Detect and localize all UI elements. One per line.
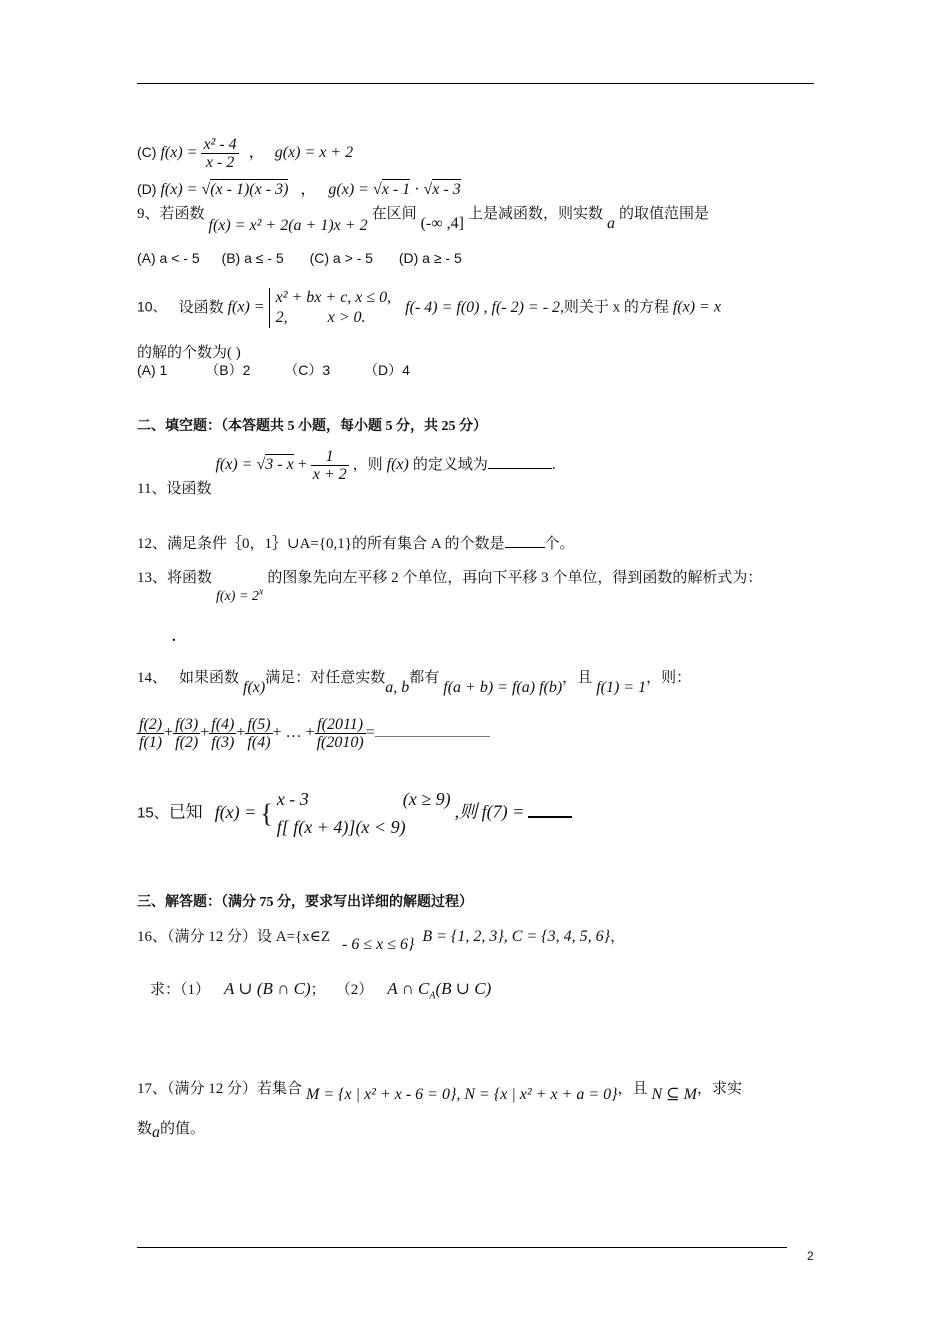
option-b: （B）2: [205, 362, 251, 378]
math-interval: (-∞ ,4]: [420, 215, 464, 232]
radicand: 3 - x: [265, 456, 294, 474]
question-17: [137, 1077, 742, 1103]
fraction-numerator: f(2): [139, 716, 163, 733]
punctuation: ；: [310, 982, 326, 998]
fraction-numerator: f(4): [211, 716, 235, 733]
option-a: (A) 1: [137, 362, 168, 378]
math-base: f(x) = 2: [216, 589, 259, 604]
math-f: f(x) =: [215, 456, 253, 474]
question-number: 10、: [137, 298, 167, 315]
answer-blank[interactable]: [528, 816, 572, 818]
question-text: ，且: [562, 670, 593, 686]
question-text: 个。: [544, 536, 575, 552]
plus-sign: +: [164, 724, 174, 742]
fraction-numerator: f(2011): [315, 716, 366, 734]
math-subset: N ⊆ M: [651, 1086, 697, 1103]
footer-rule: [137, 1247, 787, 1248]
sqrt-sign: √: [423, 181, 433, 198]
math-f: f(x) =: [160, 181, 198, 198]
question-text: 如果函数: [179, 670, 240, 686]
fraction: [245, 716, 272, 751]
question-text: 求：（1）: [150, 982, 211, 998]
fraction: [173, 716, 200, 751]
option-d: (D) a ≥ - 5: [398, 250, 462, 266]
question-text: （满分 12 分）若集合: [167, 1081, 303, 1097]
math-set-m: M = {x | x² + x - 6 = 0}: [306, 1086, 457, 1103]
section-heading: 二、填空题：（本答题共 5 小题，每小题 5 分，共 25 分）: [137, 419, 487, 434]
fraction-numerator: 1: [311, 448, 349, 466]
math-var: a: [607, 215, 615, 232]
question-text: ，则: [352, 457, 383, 474]
option-d-line: [137, 176, 461, 199]
question-text: 的取值范围是: [619, 206, 710, 222]
math-condition: - 6 ≤ x ≤ 6}: [342, 936, 415, 953]
option-d: （D）4: [364, 362, 410, 378]
piecewise-case: x - 3: [276, 789, 309, 809]
question-text: ，则：: [646, 670, 692, 686]
ellipsis: + … +: [272, 724, 315, 742]
header-rule: [137, 83, 814, 84]
dot: ·: [414, 181, 420, 198]
question-text: 上是减函数，则实数: [467, 206, 603, 222]
question-text: 已知: [168, 802, 203, 822]
fraction-denominator: f(2010): [316, 734, 364, 751]
question-number: 9、: [137, 206, 160, 222]
question-13: [137, 566, 763, 604]
option-label: (C): [137, 144, 157, 161]
math-equation: f(x) = x: [672, 298, 721, 316]
page-number: 2: [807, 1249, 814, 1263]
question-number: 15、: [137, 804, 169, 822]
question-text: 的解的个数为( ): [137, 345, 241, 361]
answer-blank[interactable]: [505, 547, 545, 548]
piecewise-case: 2, x > 0.: [275, 309, 366, 326]
question-14-sum: [137, 716, 490, 751]
fraction: [137, 716, 164, 751]
math-f: f(x) =: [160, 144, 198, 162]
option-c: (C) a > - 5: [309, 250, 373, 266]
fraction: [209, 716, 236, 751]
question-number: 11、: [137, 481, 167, 498]
question-14: [137, 666, 692, 696]
sqrt-sign: √: [256, 456, 266, 474]
math-expression: ,则 f(7) =: [454, 801, 525, 822]
radicand: x - 3: [432, 181, 461, 198]
sqrt-sign: √: [372, 181, 382, 198]
question-text: 在区间: [371, 206, 417, 222]
sqrt-sign: √: [201, 181, 211, 198]
question-text: 设函数: [166, 481, 212, 498]
option-c: （C）3: [284, 362, 331, 378]
question-text: 的值。: [160, 1121, 206, 1137]
question-15: [137, 786, 572, 842]
piecewise-condition: (x < 9): [355, 817, 406, 837]
question-9: [137, 202, 710, 234]
question-text: 的定义域为: [412, 457, 488, 474]
math-expression: f(x) = x² + 2(a + 1)x + 2: [208, 217, 368, 234]
question-text: ，求实: [696, 1081, 742, 1097]
piecewise-row: [277, 814, 451, 842]
plus-sign: +: [236, 724, 246, 742]
math-f: f(x) =: [214, 801, 257, 822]
fraction-denominator: x - 2: [205, 154, 235, 171]
section-heading: 三、解答题：（满分 75 分，要求写出详细的解题过程）: [137, 895, 473, 910]
math-condition: f(1) = 1: [596, 679, 647, 696]
math-exponent: x: [258, 586, 264, 598]
question-17-line2: [137, 1117, 206, 1141]
punctuation: ，: [610, 929, 626, 945]
equals-sign: =: [365, 724, 375, 742]
fraction-numerator: x² - 4: [203, 136, 237, 153]
math-expression: A ∪ (B ∩ C): [224, 979, 311, 998]
question-number: 14、: [137, 670, 168, 686]
piecewise: [277, 786, 451, 842]
math-part: A ∩ C: [387, 979, 430, 998]
question-text: ,则关于 x 的方程: [560, 299, 669, 316]
math-expression: [216, 586, 264, 604]
math-f: f(x) =: [227, 298, 265, 316]
question-number: 16、: [137, 929, 168, 945]
question-10-options: [137, 360, 410, 380]
punctuation: .: [551, 457, 556, 474]
math-part: (B ∪ C): [435, 979, 492, 998]
question-number: 17、: [137, 1081, 168, 1097]
math-f: f(x): [386, 456, 409, 474]
brace-icon: {: [260, 799, 273, 828]
question-text: 设函数: [178, 299, 224, 316]
option-label: (D): [137, 181, 157, 197]
fraction-numerator: f(5): [247, 716, 271, 733]
separator: ，: [300, 181, 317, 198]
math-vars: a, b: [385, 679, 410, 696]
piecewise-case: x² + bx + c, x ≤ 0,: [275, 289, 392, 306]
math-equation: f(a + b) = f(a) f(b): [443, 679, 563, 696]
fraction: [311, 448, 349, 483]
question-number: 13、: [137, 570, 168, 586]
math-set-c: , C = {3, 4, 5, 6}: [503, 928, 611, 945]
fraction-denominator: x + 2: [312, 466, 347, 483]
fraction-denominator: f(4): [247, 734, 271, 751]
question-text: （满分 12 分）设 A={x∈Z: [167, 929, 331, 945]
math-set-n: , N = {x | x² + x + a = 0}: [456, 1086, 618, 1103]
question-text: 数: [137, 1121, 153, 1137]
math-f: f(x): [243, 679, 266, 696]
fraction-numerator: f(3): [175, 716, 199, 733]
math-g: g(x) = x + 2: [274, 144, 354, 162]
math-expression: [387, 979, 492, 1002]
separator: ，: [248, 144, 265, 162]
question-16-ask: [150, 978, 491, 1001]
option-c-line: [137, 136, 353, 171]
fraction-denominator: f(3): [211, 734, 235, 751]
fraction-denominator: f(2): [175, 734, 199, 751]
math-condition: f(- 4) = f(0) , f(- 2) = - 2: [405, 298, 561, 316]
question-text: 若函数: [159, 206, 205, 222]
plus-sign: +: [200, 724, 210, 742]
piecewise: [269, 288, 392, 328]
question-12: [137, 532, 575, 553]
answer-blank[interactable]: [488, 468, 552, 469]
question-16: [137, 925, 626, 953]
answer-dot: .: [172, 629, 176, 645]
question-text: 将函数: [167, 570, 213, 586]
question-10: [137, 288, 721, 328]
plus-sign: +: [297, 456, 307, 474]
fraction: [315, 716, 366, 751]
piecewise-condition: (x ≥ 9): [402, 789, 451, 809]
question-11: [137, 448, 556, 498]
radicand: (x - 1)(x - 3): [210, 181, 289, 198]
piecewise-case: f[ f(x + 4)]: [276, 817, 356, 837]
math-var: a: [152, 1124, 161, 1141]
answer-blank[interactable]: [375, 736, 490, 737]
question-text: 12、满足条件｛0，1｝∪A={0,1}的所有集合 A 的个数是: [137, 536, 505, 552]
question-9-options: [137, 250, 462, 266]
fraction-denominator: f(1): [139, 734, 163, 751]
option-b: (B) a ≤ - 5: [221, 250, 284, 266]
math-subscript: A: [429, 990, 436, 1002]
question-text: ，且: [617, 1081, 648, 1097]
question-text: （2）: [335, 982, 374, 998]
math-set-b: B = {1, 2, 3}: [422, 928, 504, 945]
option-a: (A) a < - 5: [137, 250, 200, 266]
question-text: 都有: [409, 670, 440, 686]
piecewise-row: [277, 786, 451, 814]
question-text: 满足：对任意实数: [265, 670, 386, 686]
math-g: g(x) =: [328, 181, 369, 198]
radicand: x - 1: [381, 181, 411, 198]
fraction: [201, 136, 238, 171]
question-text: 的图象先向左平移 2 个单位，再向下平移 3 个单位，得到函数的解析式为：: [267, 570, 763, 586]
